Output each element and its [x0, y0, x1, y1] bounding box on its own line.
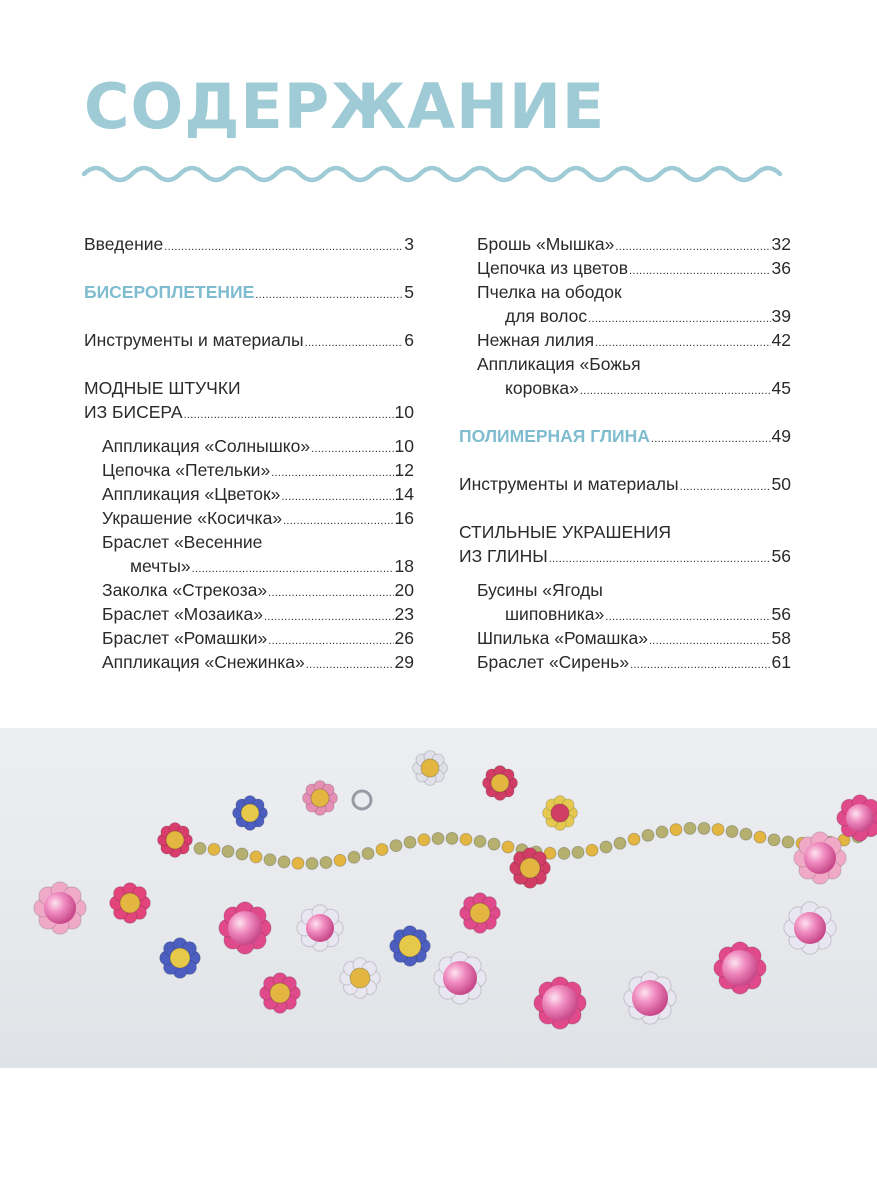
toc-chapter-title-line1: МОДНЫЕ ШТУЧКИ	[84, 378, 241, 398]
bead	[250, 851, 262, 863]
toc-left-column	[84, 232, 414, 674]
bead	[488, 838, 500, 850]
bead	[264, 854, 276, 866]
toc-entry-title: Цепочка «Петельки»	[102, 460, 271, 480]
bead	[362, 848, 374, 860]
toc-entry-page: 6	[404, 330, 414, 350]
toc-chapter-title-line1: СТИЛЬНЫЕ УКРАШЕНИЯ	[459, 522, 672, 542]
toc-entry-title: Браслет «Сирень»	[477, 652, 630, 672]
toc-entry-title-line1: Браслет «Весенние	[102, 532, 263, 552]
bead	[600, 841, 612, 853]
toc-entry-title: Инструменты и материалы	[459, 474, 679, 494]
bead	[44, 892, 76, 924]
bead	[712, 823, 724, 835]
toc-entry[interactable]	[459, 650, 791, 674]
toc-entry-title: для волос	[505, 306, 588, 326]
toc-entry-page: 58	[771, 628, 791, 648]
toc-entry[interactable]	[84, 328, 414, 352]
bead	[586, 844, 598, 856]
toc-entry-title: Цепочка из цветов	[477, 258, 629, 278]
toc-entry[interactable]	[459, 304, 791, 328]
toc-entry-page: 39	[771, 306, 791, 326]
bead	[170, 948, 190, 968]
toc-entry-title: Заколка «Стрекоза»	[102, 580, 268, 600]
bead	[120, 893, 140, 913]
toc-chapter[interactable]	[84, 400, 414, 424]
bead	[278, 856, 290, 868]
bead	[421, 759, 439, 777]
bead	[551, 804, 569, 822]
toc-entry[interactable]	[84, 602, 414, 626]
toc-entry-title: ИЗ ГЛИНЫ	[459, 546, 548, 566]
toc-chapter[interactable]	[459, 544, 791, 568]
toc-entry[interactable]	[459, 328, 791, 352]
toc-entry-title: Браслет «Мозаика»	[102, 604, 264, 624]
toc-right-column	[459, 232, 791, 674]
bead	[306, 858, 318, 870]
bead	[399, 935, 421, 957]
page-title: СОДЕРЖАНИЕ	[84, 70, 606, 143]
bead	[404, 836, 416, 848]
bead	[460, 833, 472, 845]
toc-entry-page: 23	[394, 604, 414, 624]
toc-entry-title: Шпилька «Ромашка»	[477, 628, 648, 648]
toc-entry-title: Украшение «Косичка»	[102, 508, 283, 528]
bead	[754, 831, 766, 843]
bead	[334, 854, 346, 866]
toc-section-title: ПОЛИМЕРНАЯ ГЛИНА	[459, 426, 650, 446]
bead	[348, 851, 360, 863]
toc-entry[interactable]	[84, 626, 414, 650]
bead	[320, 857, 332, 869]
bead	[670, 824, 682, 836]
bead	[782, 836, 794, 848]
bead	[470, 903, 490, 923]
bead	[558, 847, 570, 859]
toc-entry-page: 16	[394, 508, 414, 528]
wave-divider	[82, 160, 794, 186]
toc-entry[interactable]	[84, 232, 414, 256]
bead	[236, 848, 248, 860]
toc-entry-title: Инструменты и материалы	[84, 330, 304, 350]
toc-entry-title: мечты»	[130, 556, 191, 576]
toc-section-title: БИСЕРОПЛЕТЕНИЕ	[84, 282, 255, 302]
toc-entry[interactable]	[459, 256, 791, 280]
bead	[794, 912, 826, 944]
toc-entry-title: Браслет «Ромашки»	[102, 628, 268, 648]
toc-entry[interactable]	[459, 232, 791, 256]
toc-entry-page: 5	[404, 282, 414, 302]
toc-entry-page: 29	[394, 652, 414, 672]
toc-section[interactable]	[459, 424, 791, 448]
bead	[390, 840, 402, 852]
bead	[443, 961, 477, 995]
bead	[241, 804, 259, 822]
bead	[376, 843, 388, 855]
toc-entry-page: 26	[394, 628, 414, 648]
toc-entry-page: 42	[771, 330, 791, 350]
toc-entry-title: Брошь «Мышка»	[477, 234, 615, 254]
bead	[350, 968, 370, 988]
toc-entry[interactable]	[84, 554, 414, 578]
bead	[491, 774, 509, 792]
bead	[270, 983, 290, 1003]
toc-entry-page: 20	[394, 580, 414, 600]
toc-entry[interactable]	[84, 506, 414, 530]
toc-entry-page: 56	[771, 546, 791, 566]
bead	[542, 985, 578, 1021]
bead	[292, 857, 304, 869]
bead	[722, 950, 758, 986]
toc-entry-title: Введение	[84, 234, 164, 254]
toc-entry[interactable]	[84, 578, 414, 602]
bead	[572, 846, 584, 858]
bead	[166, 831, 184, 849]
bead	[804, 842, 836, 874]
toc-entry-page: 50	[771, 474, 791, 494]
toc-entry-page: 10	[394, 402, 414, 422]
toc-entry-page: 14	[394, 484, 414, 504]
bead	[520, 858, 540, 878]
toc-entry-page: 18	[394, 556, 414, 576]
toc-entry[interactable]	[459, 602, 791, 626]
toc-entry-page: 10	[394, 436, 414, 456]
toc-entry-title: шиповника»	[505, 604, 605, 624]
toc-entry[interactable]	[84, 458, 414, 482]
beaded-bracelets-photo	[0, 728, 877, 1068]
bead	[311, 789, 329, 807]
bead	[726, 825, 738, 837]
bead	[222, 845, 234, 857]
bead	[656, 826, 668, 838]
bead	[208, 843, 220, 855]
bead	[684, 822, 696, 834]
toc-entry-title: коровка»	[505, 378, 579, 398]
bead	[306, 914, 334, 942]
toc-entry-page: 12	[394, 460, 414, 480]
toc-section[interactable]	[84, 280, 414, 304]
toc-entry-page: 61	[771, 652, 791, 672]
bead	[768, 834, 780, 846]
toc-entry[interactable]	[459, 472, 791, 496]
bracelets-illustration	[0, 728, 877, 1068]
bead	[846, 804, 874, 832]
toc-entry-page: 45	[771, 378, 791, 398]
bead	[698, 822, 710, 834]
toc-entry-page: 56	[771, 604, 791, 624]
toc-entry-page: 49	[771, 426, 791, 446]
bead	[228, 911, 262, 945]
bead	[614, 837, 626, 849]
bead	[628, 833, 640, 845]
bead	[432, 832, 444, 844]
bead	[194, 842, 206, 854]
toc-entry[interactable]	[84, 482, 414, 506]
toc-entry-title-line1: Пчелка на ободок	[477, 282, 622, 302]
bead	[418, 834, 430, 846]
toc-entry[interactable]	[84, 650, 414, 674]
bead	[446, 832, 458, 844]
toc-entry[interactable]	[459, 626, 791, 650]
bead	[632, 980, 668, 1016]
toc-entry-title: Аппликация «Снежинка»	[102, 652, 305, 672]
toc-entry-page: 36	[771, 258, 791, 278]
toc-entry[interactable]	[459, 376, 791, 400]
toc-entry-title: Аппликация «Солнышко»	[102, 436, 311, 456]
toc-entry-title: Нежная лилия	[477, 330, 595, 350]
toc-entry-title: Аппликация «Цветок»	[102, 484, 281, 504]
toc-entry-title-line1: Бусины «Ягоды	[477, 580, 603, 600]
bead	[474, 835, 486, 847]
bead	[502, 841, 514, 853]
toc-entry[interactable]	[84, 434, 414, 458]
toc-entry-page: 3	[404, 234, 414, 254]
bead	[642, 829, 654, 841]
bead	[740, 828, 752, 840]
clasp	[353, 791, 371, 809]
toc-entry-title: ИЗ БИСЕРА	[84, 402, 183, 422]
toc-entry-title-line1: Аппликация «Божья	[477, 354, 641, 374]
toc-entry-page: 32	[771, 234, 791, 254]
